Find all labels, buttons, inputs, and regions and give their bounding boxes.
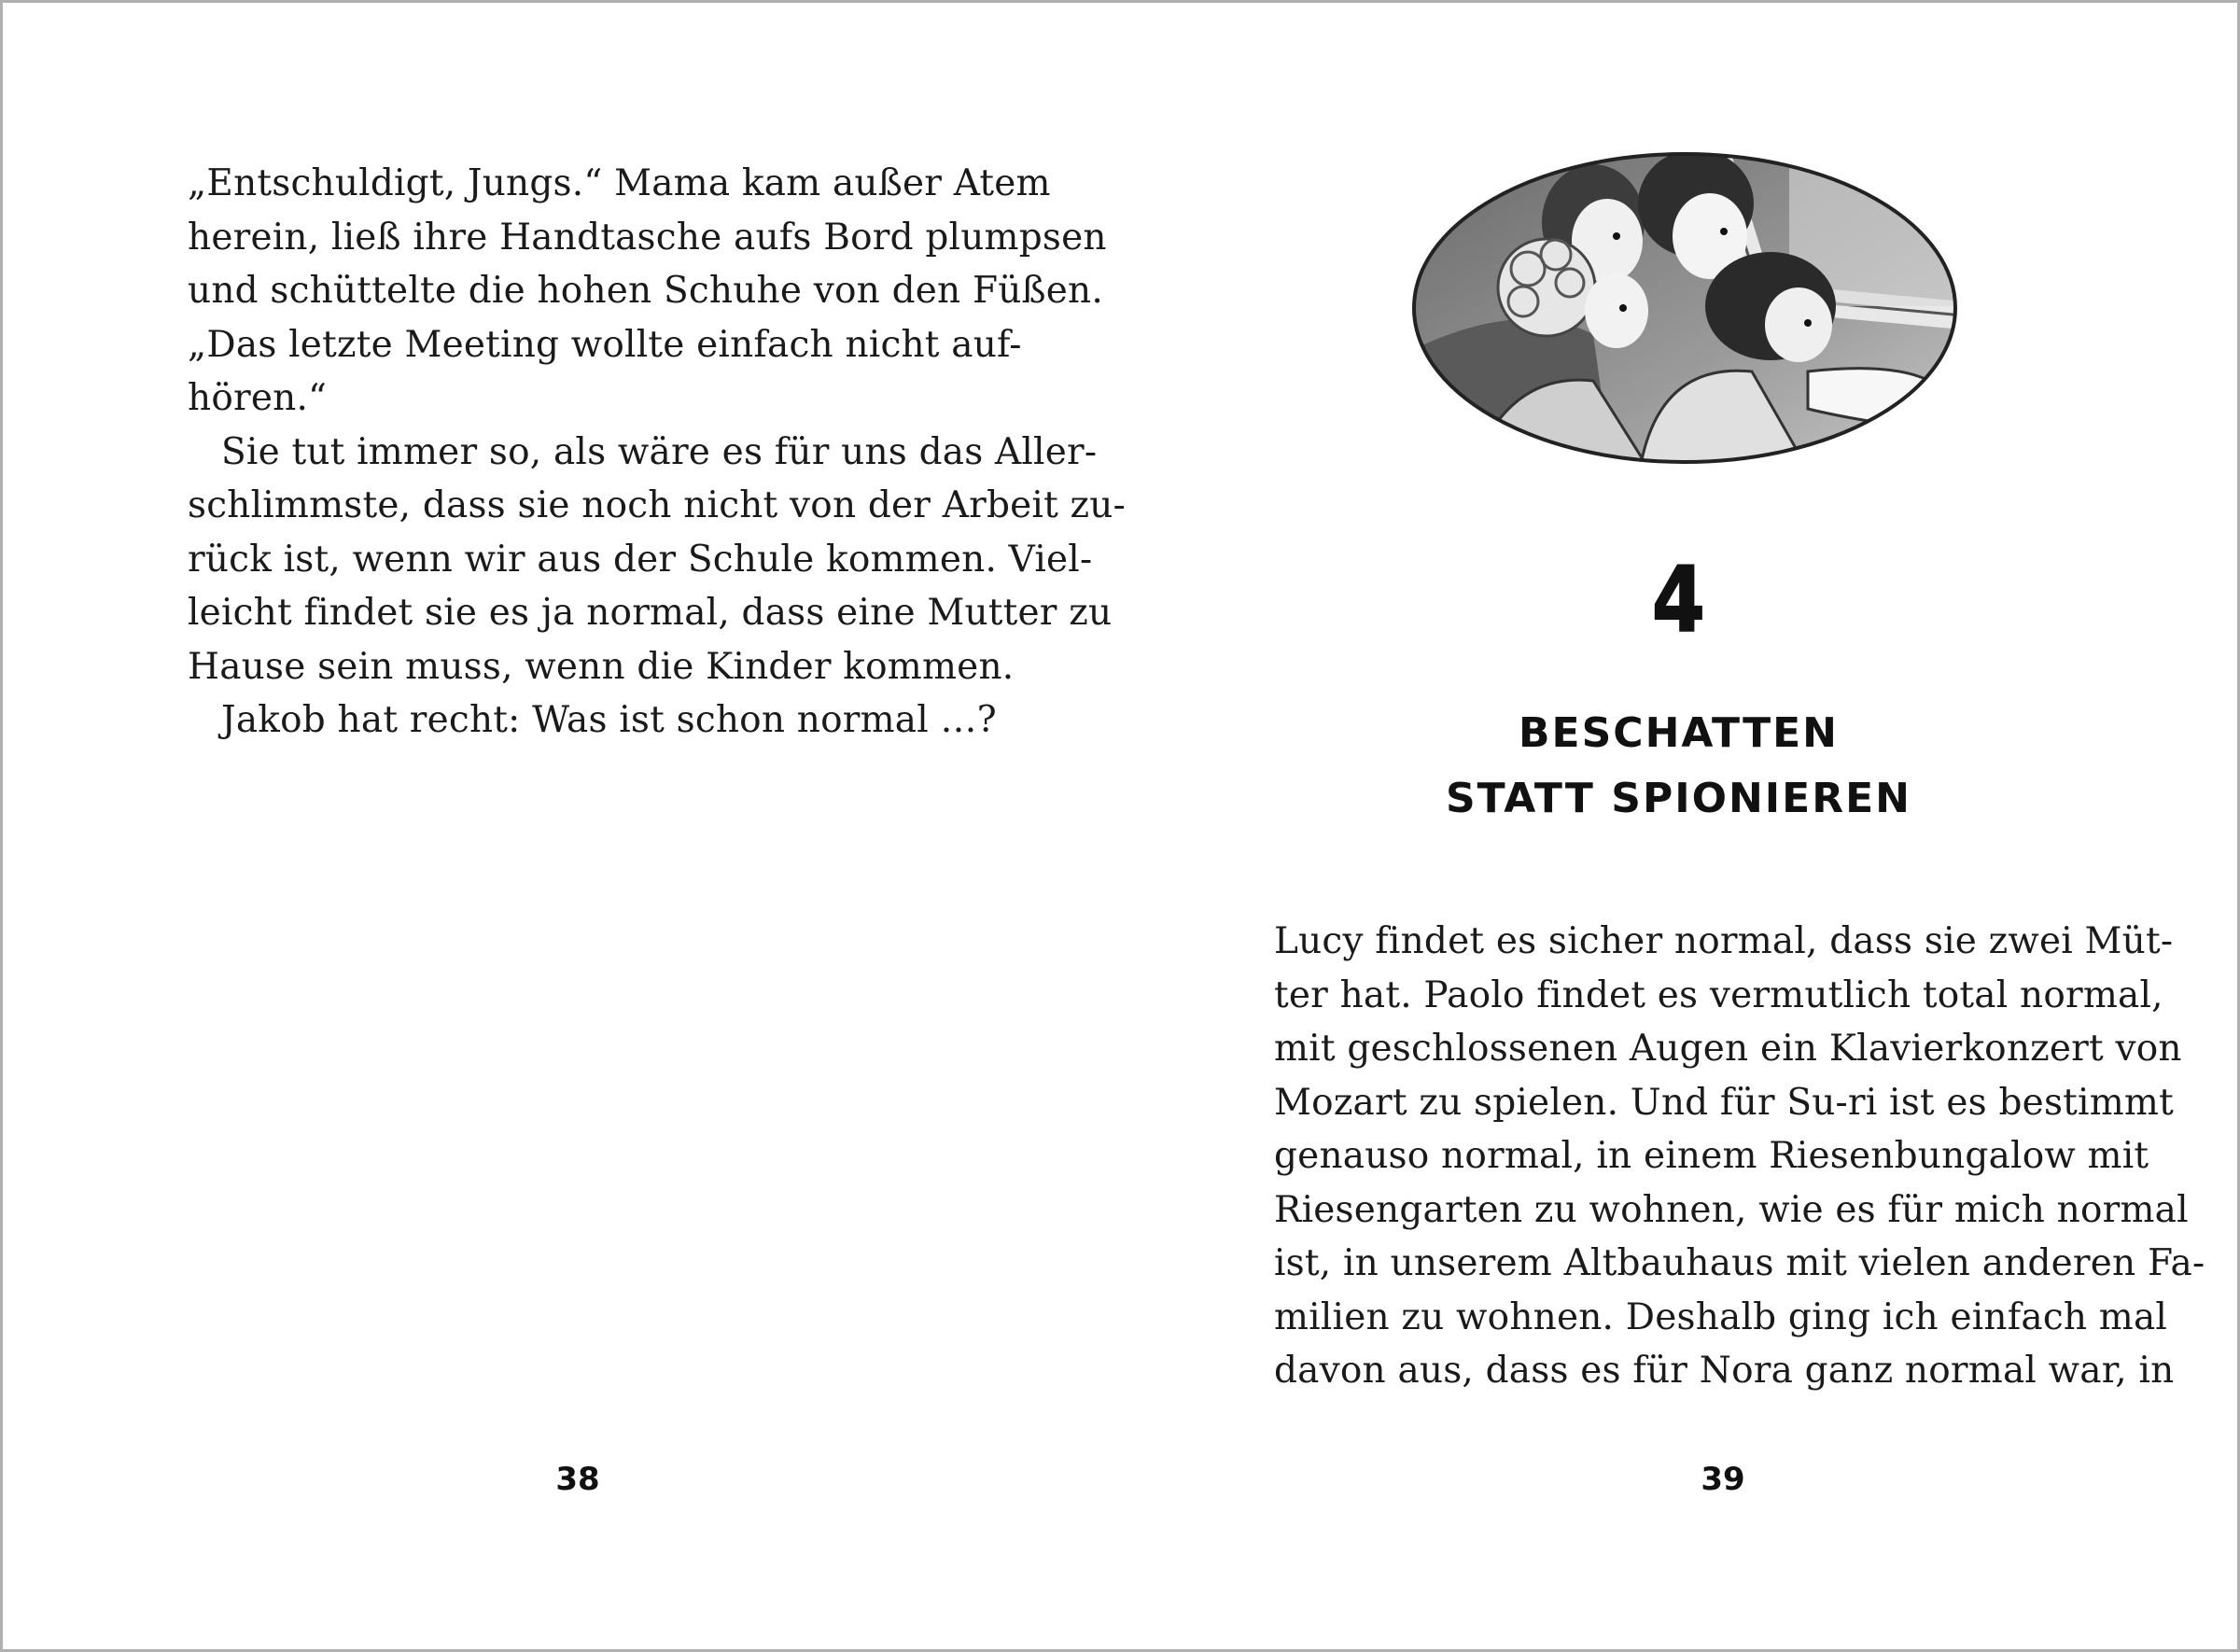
- text-line: davon aus, dass es für Nora ganz normal war, in: [1274, 1350, 2175, 1392]
- right-body-text: [1274, 915, 2205, 1398]
- chapter-title: [1120, 701, 2237, 832]
- page-number: 39: [1701, 1461, 1745, 1498]
- text-line: Mozart zu spielen. Und für Su-ri ist es bestimmt: [1274, 1081, 2174, 1124]
- right-page: [1120, 3, 2237, 1649]
- text-line: Lucy findet es sicher normal, dass sie zwei Müt-: [1274, 920, 2174, 962]
- text-line: mit geschlossenen Augen ein Klavierkonzert von: [1274, 1028, 2182, 1070]
- text-line: herein, ließ ihre Handtasche aufs Bord plumpsen: [188, 216, 1107, 259]
- text-line: ist, in unserem Altbauhaus mit vielen anderen Fa-: [1274, 1242, 2205, 1284]
- chapter-number-text: 4: [1652, 548, 1705, 652]
- text-line: Sie tut immer so, als wäre es für uns das Aller-: [221, 430, 1098, 473]
- left-body-text: [188, 157, 1126, 748]
- text-line: schlimmste, dass sie noch nicht von der Arbeit zu-: [188, 484, 1126, 526]
- text-line: und schüttelte die hohen Schuhe von den Füßen.: [188, 270, 1103, 312]
- text-line: „Entschuldigt, Jungs.“ Mama kam außer Atem: [188, 162, 1051, 204]
- text-line: Jakob hat recht: Was ist schon normal …?: [221, 699, 997, 741]
- text-line: Riesengarten zu wohnen, wie es für mich normal: [1274, 1188, 2189, 1231]
- text-line: leicht findet sie es ja normal, dass eine Mutter zu: [188, 592, 1113, 634]
- chapter-title-line: STATT SPIONIEREN: [1445, 775, 1911, 822]
- left-page: [3, 3, 1126, 1649]
- text-line: hören.“: [188, 377, 328, 419]
- text-line: milien zu wohnen. Deshalb ging ich einfach mal: [1274, 1295, 2168, 1338]
- text-line: rück ist, wenn wir aus der Schule kommen. Viel-: [188, 538, 1093, 581]
- page-number: 38: [555, 1461, 600, 1498]
- text-line: genauso normal, in einem Riesenbungalow mit: [1274, 1135, 2149, 1177]
- text-line: Hause sein muss, wenn die Kinder kommen.: [188, 645, 1015, 688]
- text-line: ter hat. Paolo findet es vermutlich total normal,: [1274, 973, 2163, 1016]
- chapter-title-line: BESCHATTEN: [1519, 709, 1839, 757]
- text-line: „Das letzte Meeting wollte einfach nicht auf-: [188, 323, 1022, 366]
- children-peeking-illustration: [1407, 147, 1963, 469]
- chapter-number: [1120, 549, 2237, 651]
